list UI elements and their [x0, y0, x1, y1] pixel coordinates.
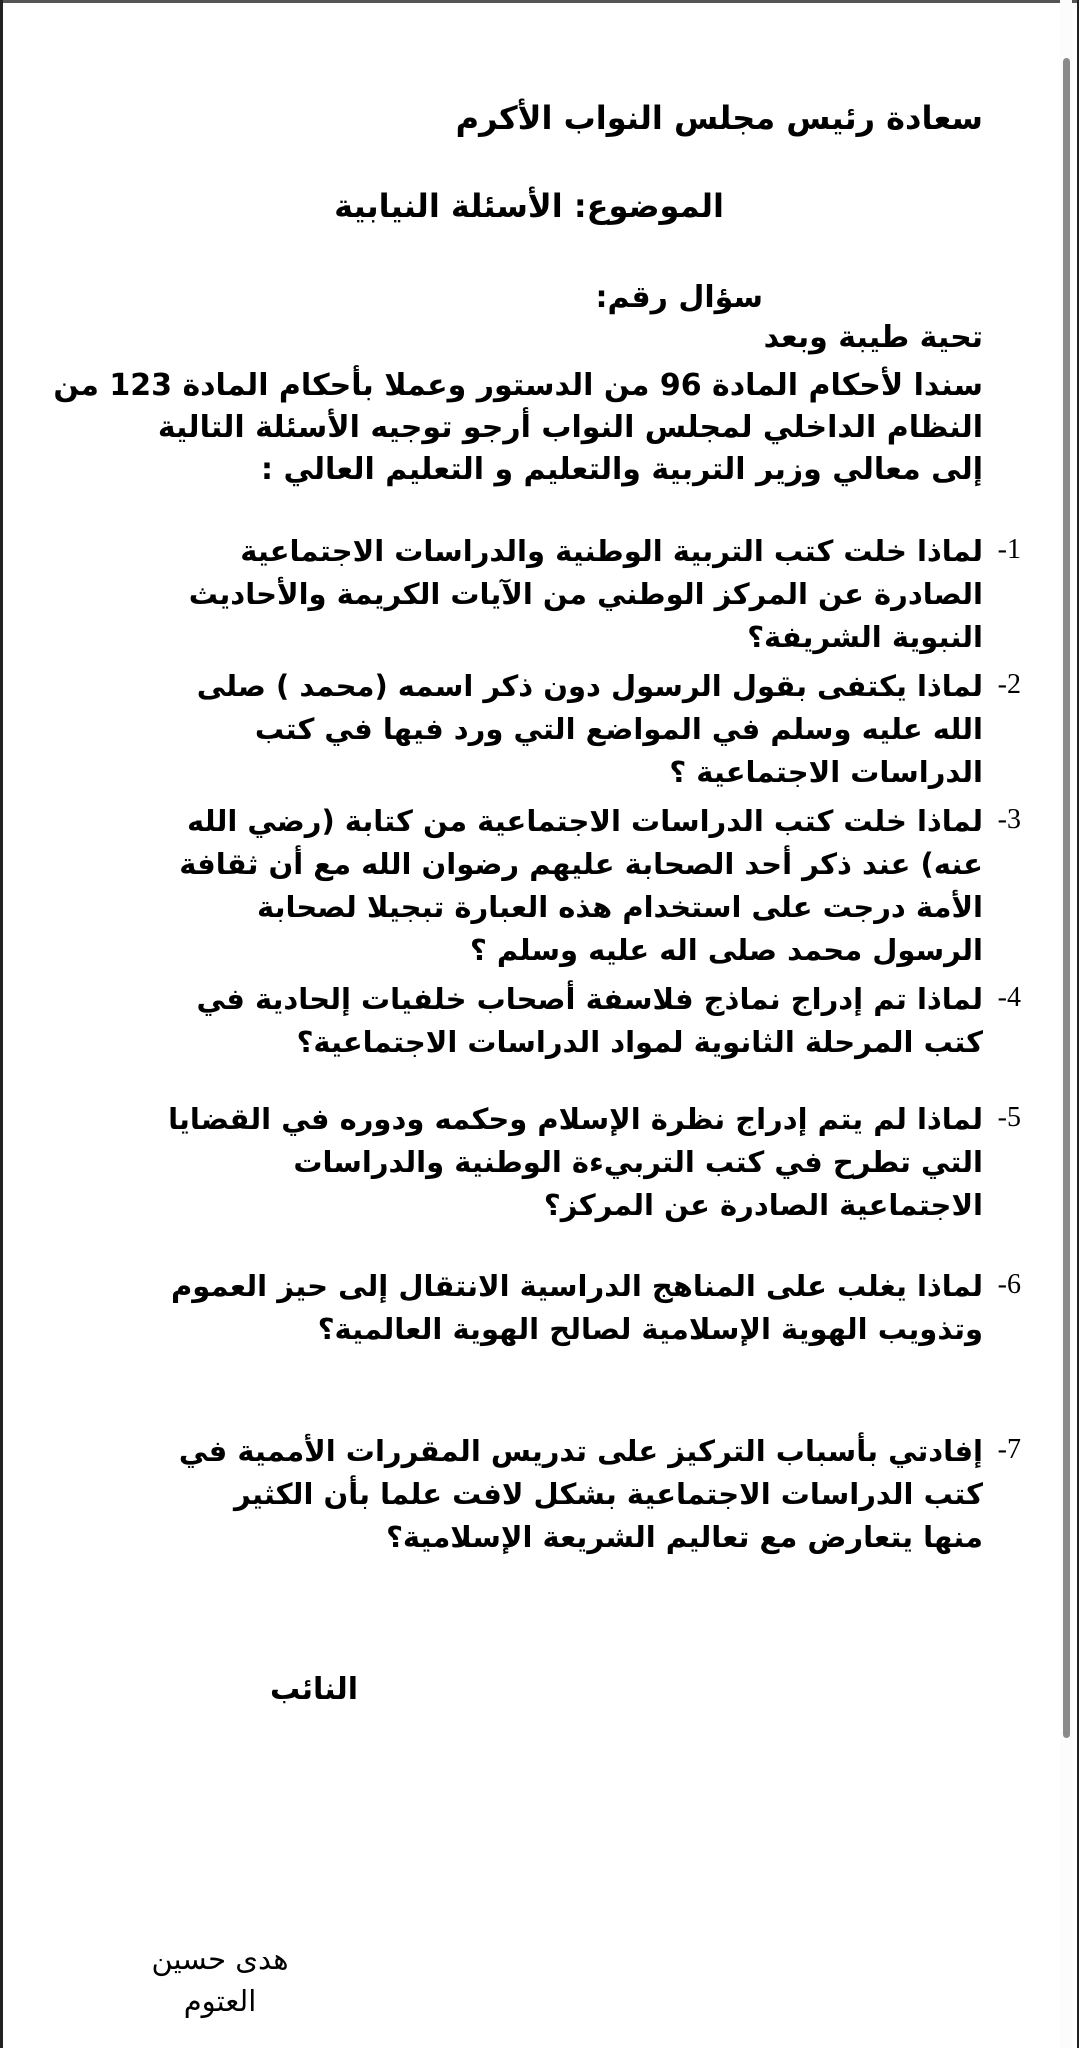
signature-title: النائب	[270, 1672, 359, 1707]
question-text: لماذا يكتفى بقول الرسول دون ذكر اسمه (محمد ) صلى الله عليه وسلم في المواضع التي ورد فيها في كتب الدراسات الاجتماعية ؟	[196, 669, 983, 789]
question-number-label: سؤال رقم:	[595, 280, 763, 315]
intro-line: سندا لأحكام المادة 96 من الدستور وعملا بأحكام المادة 123 من	[53, 368, 983, 403]
question-number: -5	[997, 1102, 1021, 1133]
question-number: -1	[997, 534, 1021, 565]
window-left-border	[0, 0, 3, 2048]
question-number: -3	[997, 804, 1021, 835]
greeting: تحية طيبة وبعد	[763, 320, 983, 355]
question-text: لماذا خلت كتب التربية الوطنية والدراسات الاجتماعية الصادرة عن المركز الوطني من الآيات الكريمة والأحاديث النبوية الشريفة؟	[188, 534, 983, 654]
question-text: لماذا لم يتم إدراج نظرة الإسلام وحكمه ودوره في القضايا التي تطرح في كتب التربيءة الوطنية والدراسات الاجتماعية الصادرة عن المركز؟	[168, 1102, 983, 1222]
salutation: سعادة رئيس مجلس النواب الأكرم	[455, 99, 983, 137]
subject-line: الموضوع: الأسئلة النيابية	[334, 187, 724, 225]
vertical-scrollbar-thumb[interactable]	[1063, 58, 1070, 1738]
question-number: -4	[997, 982, 1021, 1013]
question-number: -2	[997, 669, 1021, 700]
question-text: لماذا يغلب على المناهج الدراسية الانتقال إلى حيز العموم وتذويب الهوية الإسلامية لصالح الهوية العالمية؟	[171, 1269, 983, 1346]
question-number: -6	[997, 1269, 1021, 1300]
question-text: لماذا تم إدراج نماذج فلاسفة أصحاب خلفيات إلحادية في كتب المرحلة الثانوية لمواد الدراسات الاجتماعية؟	[196, 982, 983, 1059]
question-text: إفادتي بأسباب التركيز على تدريس المقررات الأممية في كتب الدراسات الاجتماعية بشكل لافت علما بأن الكثير منها يتعارض مع تعاليم الشريعة الإسلامية؟	[178, 1434, 983, 1554]
signature-name: هدى حسين العتوم	[151, 1942, 289, 2018]
intro-line: إلى معالي وزير التربية والتعليم و التعليم العالي :	[261, 452, 983, 487]
question-text: لماذا خلت كتب الدراسات الاجتماعية من كتابة (رضي الله عنه) عند ذكر أحد الصحابة عليهم رضوان الله مع أن ثقافة الأمة درجت على استخدام هذه العبارة تبجيلا لصحابة الرسول محمد صلى اله عليه وسلم ؟	[179, 804, 983, 967]
window-top-border	[0, 0, 1079, 3]
intro-line: النظام الداخلي لمجلس النواب أرجو توجيه الأسئلة التالية	[157, 410, 983, 445]
question-number: -7	[997, 1434, 1021, 1465]
